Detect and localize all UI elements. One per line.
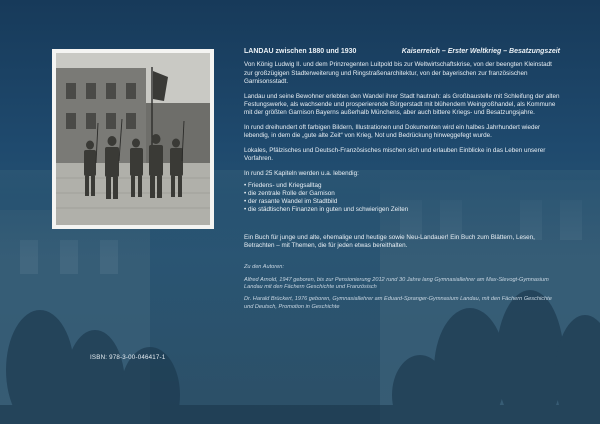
list-item: • die städtischen Finanzen in guten und schwierigen Zeiten [244, 206, 409, 214]
list-item: • der rasante Wandel im Stadtbild [244, 198, 338, 206]
paragraph-2: Landau und seine Bewohner erlebten den Wandel ihrer Stadt hautnah: als Großbaustelle mit Schleifung der alten Festungswerke, als wachsende und prosperierende Bürgerstadt mit blühendem Weingroßhandel, als Kommune mit der größten Garnison Bayerns außerhalb Münchens, aber auch bittere Kriegs- und Besatzungsjahre. [244, 92, 560, 117]
book-subtitle: Kaiserreich – Erster Weltkrieg – Besatzungszeit [401, 48, 560, 55]
paragraph-1: Von König Ludwig II. und dem Prinzregenten Luitpold bis zur Weltwirtschaftskrise, von der beengten Kleinstadt zur großzügigen Stadterweiterung und Ringstraßenarchitektur, von der bayerischen zur französischen Garnisonsstadt. [244, 61, 552, 85]
book-title: LANDAU zwischen 1880 und 1930 [244, 48, 357, 55]
paragraph-4: Lokales, Pfälzisches und Deutsch-Französisches mischen sich und erlauben Einblicke in das Leben unserer Vorfahren. [244, 147, 546, 163]
paragraph-5: In rund 25 Kapiteln werden u.a. lebendig: [244, 170, 359, 178]
authors-heading: Zu den Autoren: [244, 264, 284, 271]
back-cover-text [244, 48, 560, 316]
cover-photo-soldiers-parade [52, 49, 214, 229]
closing-paragraph: Ein Buch für junge und alte, ehemalige und heutige sowie Neu-Landauer! Ein Buch zum Blättern, Lesen, Betrachten – mit Themen, die für jeden etwas bereithalten. [244, 233, 535, 250]
paragraph-3: In rund dreihundert oft farbigen Bildern, Illustrationen und Dokumenten wird ein halbes Jahrhundert wieder lebendig, in dem die „gute alte Zeit“ von Krieg, Not und Bedrückung hinweggefegt wurde. [244, 124, 541, 140]
authors-section [244, 264, 560, 310]
headline [244, 48, 560, 56]
topics-list [244, 182, 560, 215]
author-arnold: Alfred Arnold, 1947 geboren, bis zur Pensionierung 2012 rund 30 Jahre lang Gymnasiallehrer am Max-Slevogt-Gymnasium Landau mit den Fächern Geschichte und Französisch [244, 276, 549, 290]
list-item: • die zentrale Rolle der Garnison [244, 189, 335, 197]
isbn: ISBN: 978-3-00-046417-1 [90, 354, 166, 361]
list-item: • Friedens- und Kriegsalltag [244, 181, 322, 189]
author-brueckert: Dr. Harald Brückert, 1976 geboren, Gymnasiallehrer am Eduard-Spranger-Gymnasium Landau, mit den Fächern Geschichte und Deutsch, Promotion in Geschichte [244, 296, 552, 310]
